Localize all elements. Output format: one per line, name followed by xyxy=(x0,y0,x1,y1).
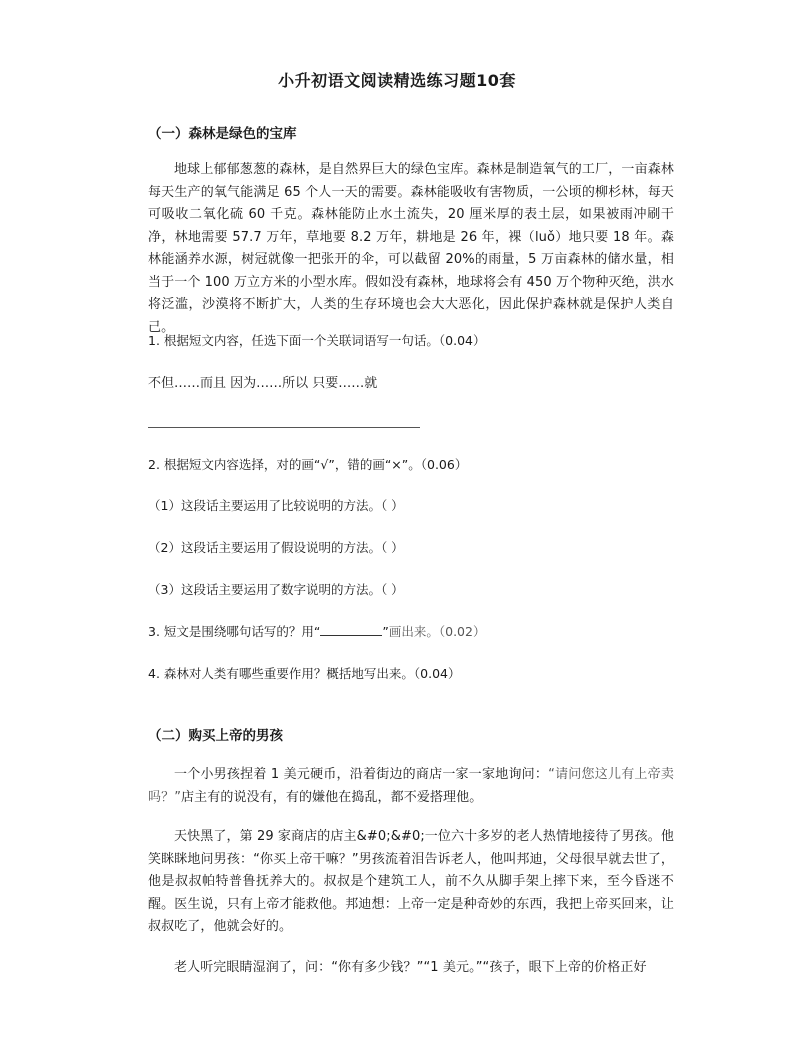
question-4: 4. 森林对人类有哪些重要作用？概括地写出来。（0.04） xyxy=(148,666,461,681)
document-title: 小升初语文阅读精选练习题10套 xyxy=(278,71,516,90)
question-2: 2. 根据短文内容选择，对的画“√”，错的画“×”。（0.06） xyxy=(148,457,468,472)
answer-blank xyxy=(320,623,382,636)
question-2-item-1: （1）这段话主要运用了比较说明的方法。（ ） xyxy=(148,498,404,513)
question-1: 1. 根据短文内容，任选下面一个关联词语写一句话。（0.04） xyxy=(148,333,486,348)
section2-paragraph-1 xyxy=(148,764,674,809)
section2-p1-quote: “请问您这儿有上帝卖吗？” xyxy=(148,767,674,805)
question-2-item-2: （2）这段话主要运用了假设说明的方法。（ ） xyxy=(148,540,404,555)
section2-heading: （二）购买上帝的男孩 xyxy=(148,728,283,744)
question-3-quote-close: ” xyxy=(382,624,389,639)
question-2-item-3: （3）这段话主要运用了数字说明的方法。（ ） xyxy=(148,582,404,597)
question-1-options: 不但……而且 因为……所以 只要……就 xyxy=(148,376,378,391)
question-3 xyxy=(148,622,485,640)
section1-heading: （一）森林是绿色的宝库 xyxy=(148,126,297,142)
answer-line xyxy=(148,427,420,428)
question-3-text: 3. 短文是围绕哪句话写的？用“ xyxy=(148,624,321,639)
section1-paragraph: 地球上郁郁葱葱的森林，是自然界巨大的绿色宝库。森林是制造氧气的工厂，一亩森林每天生产的氧气能满足 65 个人一天的需要。森林能吸收有害物质，一公顷的柳杉林，每天可吸收二氧化硫 60 千克。森林能防止水土流失，20 厘米厚的表土层，如果被雨冲刷干净，林地需要 57.7 万年，草地要 8.2 万年，耕地是 26 年，裸（luǒ）地只要 18 年。森林能涵养水源，树冠就像一把张开的伞，可以截留 20%的雨量，5 万亩森林的储水量，相当于一个 100 万立方米的小型水库。假如没有森林，地球将会有 450 万个物种灭绝，洪水将泛滥，沙漠将不断扩大，人类的生存环境也会大大恶化，因此保护森林就是保护人类自己。 xyxy=(148,162,674,335)
question-3-tail: 画出来。（0.02） xyxy=(388,624,486,639)
section2-p1-text-b: 店主有的说没有，有的嫌他在捣乱，都不爱搭理他。 xyxy=(181,789,483,805)
section2-paragraph-2: 天快黑了，第 29 家商店的店主&#0;&#0;一位六十多岁的老人热情地接待了男孩。他笑眯眯地问男孩：“你买上帝干嘛？”男孩流着泪告诉老人，他叫邦迪，父母很早就去世了，他是叔叔帕特普鲁抚养大的。叔叔是个建筑工人，前不久从脚手架上摔下来，至今昏迷不醒。医生说，只有上帝才能救他。邦迪想：上帝一定是种奇妙的东西，我把上帝买回来，让叔叔吃了，他就会好的。 xyxy=(148,829,674,934)
section2-p1-text-a: 一个小男孩捏着 1 美元硬币，沿着街边的商店一家一家地询问： xyxy=(174,767,549,782)
section2-paragraph-3: 老人听完眼睛湿润了，问：“你有多少钱？”“1 美元。”“孩子，眼下上帝的价格正好 xyxy=(174,960,647,975)
